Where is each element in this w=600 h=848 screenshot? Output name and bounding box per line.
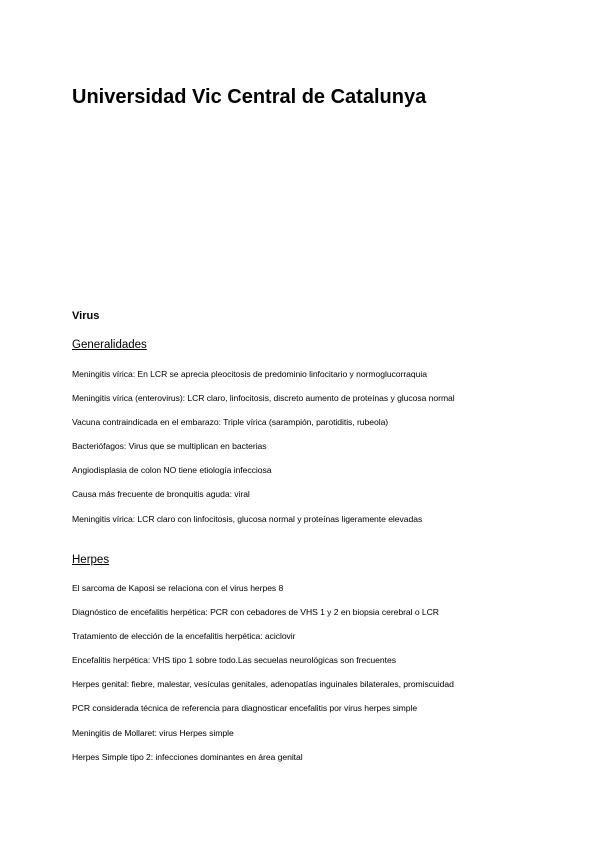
list-item: Encefalitis herpética: VHS tipo 1 sobre todo.Las secuelas neurológicas son frecuentes [72, 655, 396, 666]
list-item: PCR considerada técnica de referencia para diagnosticar encefalitis por virus herpes simple [72, 703, 418, 714]
list-item: Meningitis vírica (enterovirus): LCR claro, linfocitosis, discreto aumento de proteínas y glucosa normal [72, 393, 455, 404]
list-item: Bacteriófagos: Virus que se multiplican en bacterias [72, 441, 267, 452]
list-item: Meningitis vírica: LCR claro con linfocitosis, glucosa normal y proteínas ligeramente elevadas [72, 513, 423, 524]
list-item: Meningitis de Mollaret: virus Herpes simple [72, 727, 234, 738]
list-item: Angiodisplasia de colon NO tiene etiología infecciosa [72, 465, 272, 476]
subsection-heading-herpes: Herpes [72, 554, 110, 566]
list-item: Vacuna contraindicada en el embarazo: Triple vírica (sarampión, parotiditis, rubeola) [72, 417, 389, 428]
herpes-list [72, 582, 454, 775]
section-heading-virus: Virus [72, 310, 100, 322]
list-item: Tratamiento de elección de la encefalitis herpética: aciclovir [72, 631, 296, 642]
list-item: El sarcoma de Kaposi se relaciona con el virus herpes 8 [72, 583, 284, 593]
list-item: Causa más frecuente de bronquitis aguda: viral [72, 489, 250, 500]
subsection-heading-generalidades: Generalidades [72, 339, 147, 351]
list-item: Herpes genital: fiebre, malestar, vesículas genitales, adenopatías inguinales bilaterales, promiscuidad [72, 679, 454, 690]
list-item: Herpes Simple tipo 2: infecciones dominantes en área genital [72, 751, 303, 762]
generalidades-list [72, 368, 455, 537]
list-item: Meningitis vírica: En LCR se aprecia pleocitosis de predominio linfocitario y normoglucorraquia [72, 369, 427, 379]
list-item: Diagnóstico de encefalitis herpética: PCR con cebadores de VHS 1 y 2 en biopsia cerebral o LCR [72, 607, 439, 618]
page-title: Universidad Vic Central de Catalunya [72, 86, 427, 108]
